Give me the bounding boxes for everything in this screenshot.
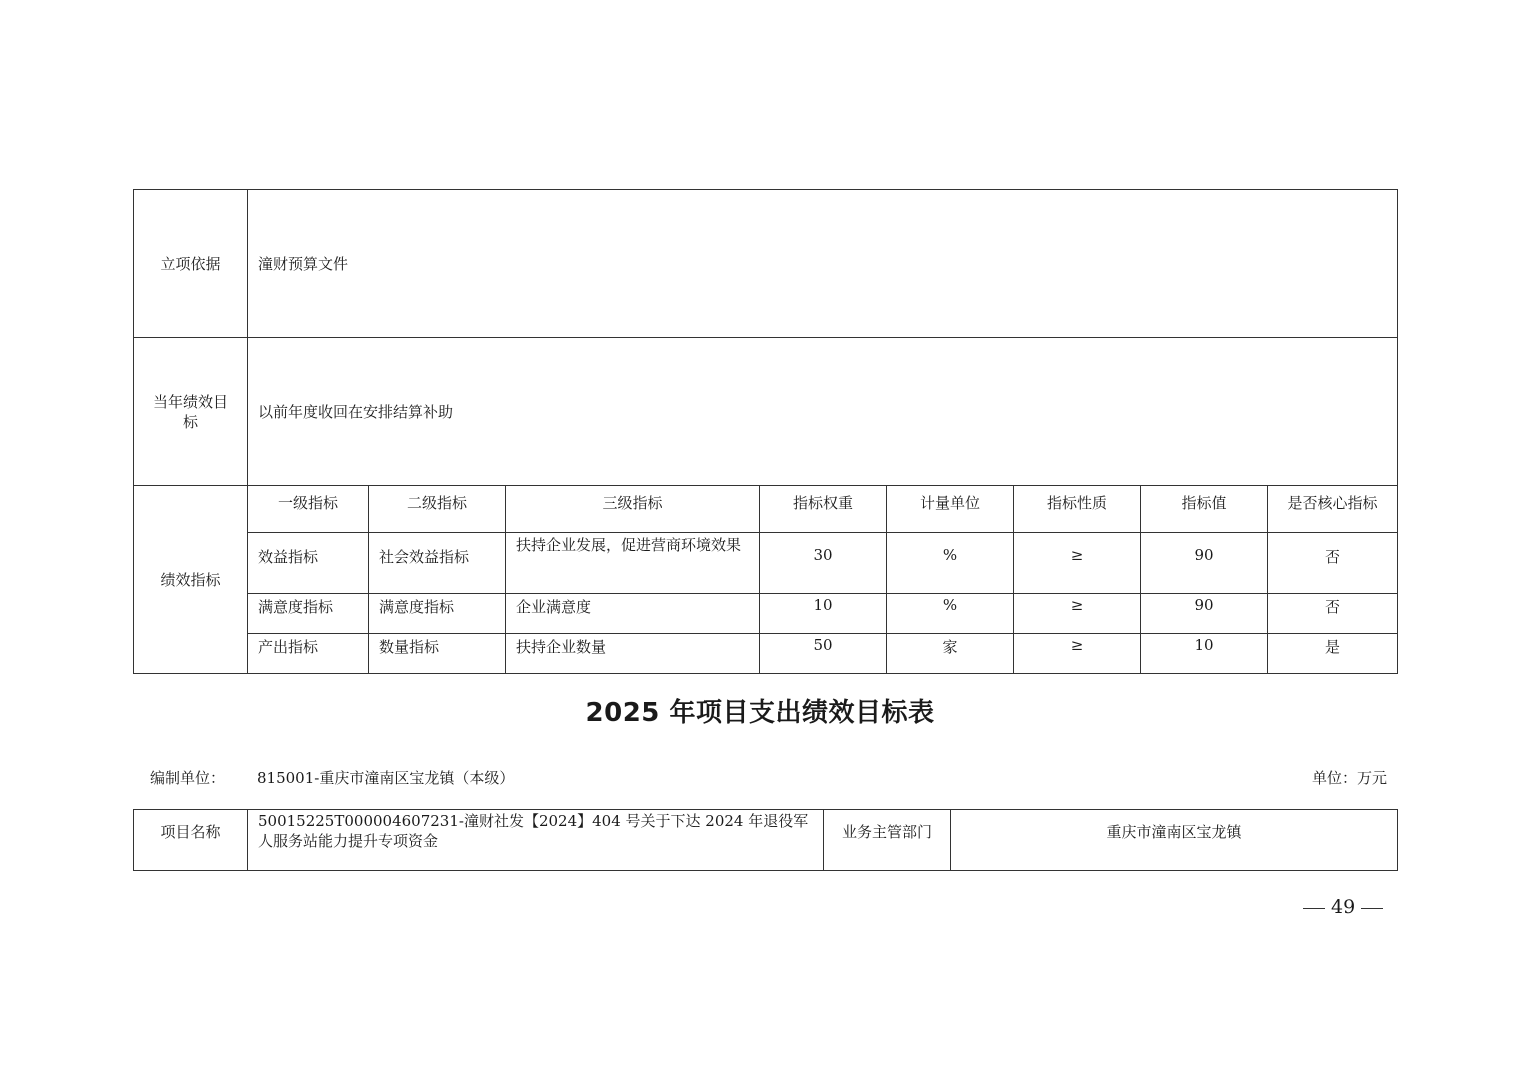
table-cell: 是 <box>1268 634 1398 674</box>
project-name-label: 项目名称 <box>134 810 248 871</box>
basis-label: 立项依据 <box>134 190 248 338</box>
header-cell: 指标性质 <box>1014 486 1141 533</box>
table-row <box>134 594 1398 634</box>
department-value: 重庆市潼南区宝龙镇 <box>951 810 1398 871</box>
table-cell: 家 <box>887 634 1014 674</box>
table-title: 2025 年项目支出绩效目标表 <box>585 698 935 728</box>
page-number-text: 49 <box>1331 896 1356 918</box>
indicators-label: 绩效指标 <box>134 486 248 674</box>
dash-right <box>1361 908 1383 909</box>
table-cell: % <box>887 533 1014 594</box>
goal-value: 以前年度收回在安排结算补助 <box>248 338 1398 486</box>
currency-unit-label: 单位：万元 <box>1311 769 1387 787</box>
basis-row <box>134 190 1398 338</box>
department-label: 业务主管部门 <box>824 810 951 871</box>
table-cell: 社会效益指标 <box>369 533 506 594</box>
table-cell: 90 <box>1141 594 1268 634</box>
table-cell: % <box>887 594 1014 634</box>
header-cell: 一级指标 <box>248 486 369 533</box>
table-cell: 30 <box>760 533 887 594</box>
table-cell: ≥ <box>1014 594 1141 634</box>
basis-value: 潼财预算文件 <box>248 190 1398 338</box>
project-name-row <box>134 810 1398 871</box>
header-cell: 三级指标 <box>506 486 760 533</box>
table-cell: 产出指标 <box>248 634 369 674</box>
header-cell: 指标值 <box>1141 486 1268 533</box>
prep-unit-value: 815001-重庆市潼南区宝龙镇（本级） <box>257 769 515 787</box>
table-cell: 数量指标 <box>369 634 506 674</box>
page-number <box>1303 896 1383 918</box>
project-name-value: 50015225T000004607231-潼财社发【2024】404 号关于下达 2024 年退役军人服务站能力提升专项资金 <box>248 810 824 871</box>
table-row <box>134 634 1398 674</box>
table-cell: 50 <box>760 634 887 674</box>
table-cell: 90 <box>1141 533 1268 594</box>
table-cell: 10 <box>1141 634 1268 674</box>
table-cell: ≥ <box>1014 634 1141 674</box>
indicator-header-row <box>134 486 1398 533</box>
table-cell: 否 <box>1268 594 1398 634</box>
table-cell: 效益指标 <box>248 533 369 594</box>
header-cell: 指标权重 <box>760 486 887 533</box>
table-cell: 扶持企业发展，促进营商环境效果 <box>506 533 760 594</box>
dash-left <box>1303 908 1325 909</box>
header-cell: 是否核心指标 <box>1268 486 1398 533</box>
project-info-table <box>133 809 1398 871</box>
goal-row <box>134 338 1398 486</box>
prep-unit-label: 编制单位： <box>150 769 226 787</box>
header-cell: 二级指标 <box>369 486 506 533</box>
table-cell: 10 <box>760 594 887 634</box>
header-cell: 计量单位 <box>887 486 1014 533</box>
performance-table-continued <box>133 189 1398 674</box>
table-cell: 否 <box>1268 533 1398 594</box>
table-cell: ≥ <box>1014 533 1141 594</box>
goal-label: 当年绩效目标 <box>134 338 248 486</box>
table-cell: 企业满意度 <box>506 594 760 634</box>
table-cell: 满意度指标 <box>248 594 369 634</box>
table-cell: 扶持企业数量 <box>506 634 760 674</box>
table-row <box>134 533 1398 594</box>
table-cell: 满意度指标 <box>369 594 506 634</box>
